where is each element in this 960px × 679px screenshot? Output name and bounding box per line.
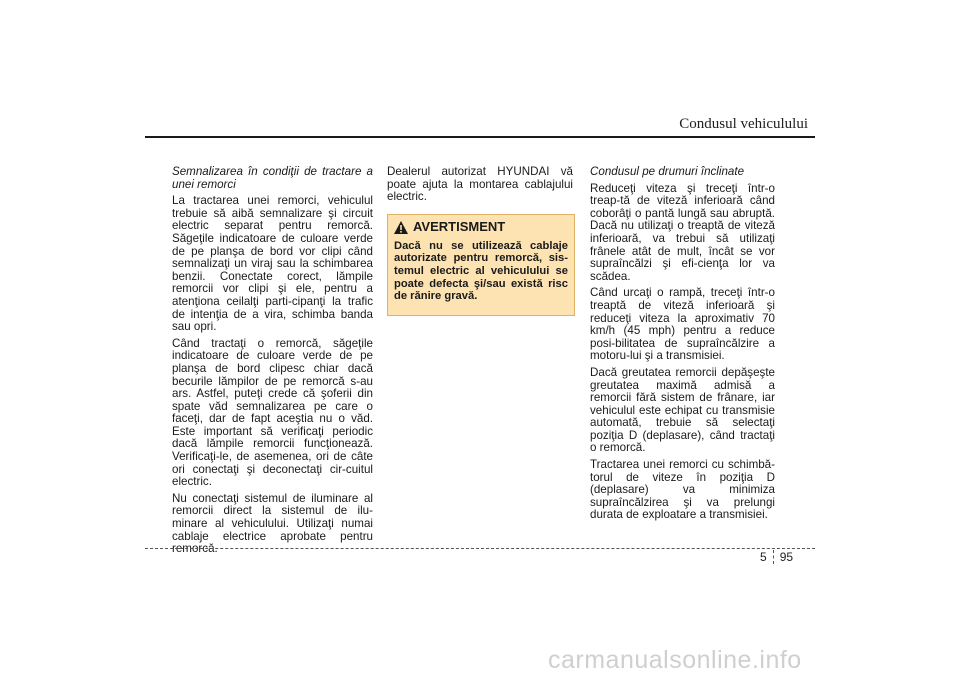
warning-header <box>394 218 568 234</box>
chapter-number: 5 <box>760 550 767 564</box>
paragraph: Dealerul autorizat HYUNDAI vă poate ajuta la montarea cablajului electric. <box>387 165 573 204</box>
column-1 <box>172 166 373 560</box>
page-header-title: Condusul vehiculului <box>679 116 808 132</box>
footer-rule <box>145 548 815 549</box>
section-heading-slopes: Condusul pe drumuri înclinate <box>590 165 745 178</box>
warning-triangle-icon <box>394 221 408 234</box>
paragraph: Dacă greutatea remorcii depăşeşte greutatea maximă admisă a remorcii fără sistem de frânare, iar vehiculul este echipat cu transmisie automată, trebuie să selectaţi poziţia D (deplasare), când tractaţi o remorcă. <box>590 365 775 455</box>
page-number-value: 95 <box>779 550 794 564</box>
paragraph: La tractarea unei remorci, vehiculul trebuie să aibă semnalizare şi circuit electric separat pentru remorcă. Săgeţile indicatoare de culoare verde de pe planşa de bord vor clipi când semnalizaţi un viraj sau la schimbarea benzii. Conectate corect, lămpile remorcii vor clipi şi ele, pentru a atenţiona ceilalţi parti-cipanţi la trafic de intenţia de a vira, schimba banda sau opri. <box>172 194 373 334</box>
page-number-separator <box>773 550 774 564</box>
warning-box <box>387 214 575 316</box>
column-3 <box>590 166 775 526</box>
warning-text: Dacă nu se utilizează cablaje autorizate pentru remorcă, sis-temul electric al vehiculului se poate defecta şi/sau există risc de rănire gravă. <box>394 239 568 303</box>
paragraph: Tractarea unei remorci cu schimbă-torul de viteze în poziţia D (deplasare) va minimiza supraîncălzirea şi va prelungi durata de exploatare a transmisiei. <box>590 458 775 522</box>
warning-title: AVERTISMENT <box>413 218 506 234</box>
watermark: carmanualsonline.info <box>548 646 802 674</box>
paragraph: Când urcaţi o rampă, treceţi într-o treaptă de viteză inferioară şi reduceţi viteza la aproximativ 70 km/h (45 mph) pentru a reduce posi-bilitatea de supraîncălzire a motoru-lui şi a transmisiei. <box>590 286 775 363</box>
page-number <box>760 550 793 564</box>
section-heading-trailer-signals: Semnalizarea în condiţii de tractare a unei remorci <box>172 165 373 191</box>
paragraph: Nu conectaţi sistemul de iluminare al remorcii direct la sistemul de ilu-minare al vehiculului. Utilizaţi numai cablaje electrice aprobate pentru remorcă. <box>172 491 373 556</box>
column-2 <box>387 166 573 316</box>
paragraph: Când tractaţi o remorcă, săgeţile indicatoare de culoare verde de pe planşa de bord clipesc chiar dacă becurile lămpilor de pe remorcă s-au ars. Astfel, puteţi crede că şoferii din spate văd semnalizarea pe care o faceţi, dar de fapt aceştia nu o văd. Este important să verificaţi periodic dacă lămpile remorcii funcţionează. Verificaţi-le, de asemenea, ori de câte ori conectaţi şi deconectaţi cir-cuitul electric. <box>172 336 373 489</box>
header-rule <box>145 136 815 138</box>
paragraph: Reduceţi viteza şi treceţi într-o treap-tă de viteză inferioară când coborâţi o pantă lungă sau abruptă. Dacă nu utilizaţi o treaptă de viteză inferioară, va trebui să utilizaţi frânele atât de mult, încât se vor supraîncălzi şi efi-cienţa lor va scădea. <box>590 181 775 283</box>
